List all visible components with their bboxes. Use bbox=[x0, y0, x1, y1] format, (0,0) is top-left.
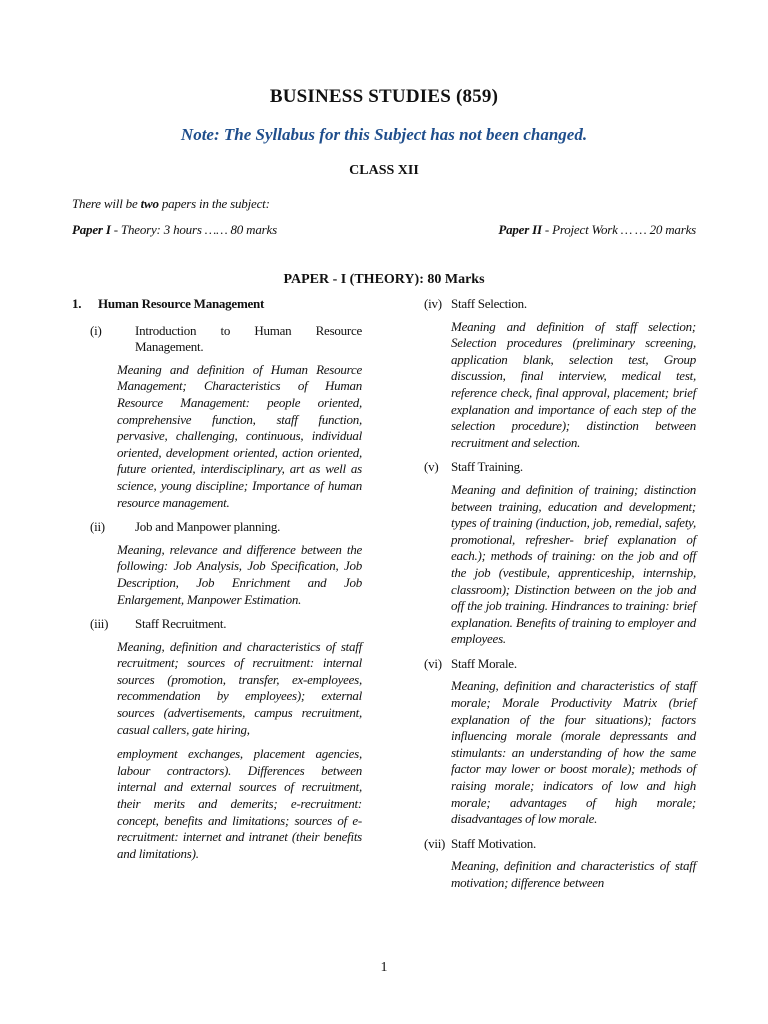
list-item bbox=[424, 459, 696, 476]
intro-bold: two bbox=[140, 196, 159, 211]
paper-two-label: Paper II bbox=[498, 222, 542, 237]
item-title: Staff Morale. bbox=[451, 655, 517, 671]
item-title: Staff Motivation. bbox=[451, 835, 537, 851]
list-item bbox=[424, 296, 696, 313]
page-number: 1 bbox=[380, 960, 388, 975]
item-title: Staff Recruitment. bbox=[135, 616, 227, 632]
item-description: Meaning, definition and characteristics of staff recruitment; sources of recruitment: internal sources (promotion, transfer, ex-employees, recommendation by employees); external sources (advertisements, campus recruitment, casual callers, gate hiring, bbox=[117, 638, 362, 737]
class-heading: CLASS XII bbox=[349, 163, 419, 178]
item-number: (vii) bbox=[424, 835, 446, 851]
document-title: BUSINESS STUDIES (859) bbox=[269, 86, 499, 107]
intro-prefix: There will be bbox=[72, 196, 141, 211]
item-description: Meaning, definition and characteristics of staff motivation; difference between bbox=[451, 858, 696, 890]
papers-intro bbox=[72, 196, 270, 212]
item-description-continued: employment exchanges, placement agencies, labour contractors). Differences between internal and external sources of recruitment, their merits and demerits; e-recruitment: concept, benefits and limitations; sources of e-recruitment: internet and intranet (their benefits and limitations). bbox=[117, 746, 362, 861]
section-number: 1. bbox=[72, 296, 82, 311]
item-title: Job and Manpower planning. bbox=[135, 519, 281, 535]
item-description: Meaning and definition of Human Resource Management; Characteristics of Human Resource Management: people oriented, comprehensive function, staff function, pervasive, challenging, continuous, individual oriented, development oriented, action oriented, future oriented, interdisciplinary, art as well as science, young discipline; Importance of human resource management. bbox=[117, 361, 362, 510]
item-number: (iii) bbox=[90, 616, 109, 632]
list-item bbox=[424, 836, 696, 853]
paper-two-line bbox=[498, 222, 696, 238]
item-description: Meaning, definition and characteristics of staff morale; Morale Productivity Matrix (brief explanation of the four situations); factors influencing morale (morale depressants and stimulants: an understanding of how the same factor may lower or boost morale); methods of raising morale; indicators of low and high morale; advantages of high morale; disadvantages of low morale. bbox=[451, 678, 696, 827]
paper-one-text: - Theory: 3 hours …… 80 marks bbox=[110, 222, 277, 237]
item-description: Meaning and definition of staff selection; Selection procedures (preliminary screening, application blank, selection test, Group discussion, final interview, medical test, reference check, final approval, placement; brief explanation and importance of each step of the selection procedure); distinction between recruitment and selection. bbox=[451, 318, 696, 450]
left-column bbox=[72, 296, 362, 870]
item-number: (iv) bbox=[424, 296, 442, 311]
list-item bbox=[72, 323, 362, 356]
item-title: Staff Selection. bbox=[451, 296, 527, 311]
item-title: Introduction to Human Resource Management. bbox=[135, 322, 362, 355]
paper-one-line bbox=[72, 222, 277, 238]
paper-heading: PAPER - I (THEORY): 80 Marks bbox=[283, 272, 485, 287]
paper-one-label: Paper I bbox=[72, 222, 111, 237]
list-item bbox=[72, 519, 362, 536]
intro-suffix: papers in the subject: bbox=[158, 196, 270, 211]
item-number: (i) bbox=[90, 322, 102, 338]
list-item bbox=[72, 616, 362, 633]
item-number: (v) bbox=[424, 459, 439, 475]
item-number: (ii) bbox=[90, 519, 105, 535]
right-column bbox=[424, 296, 696, 900]
item-description: Meaning and definition of training; distinction between training, education and development; types of training (induction, job, remedial, safety, promotional, refresher- brief explanation of each.); methods of training: on the job and off the job (vestibule, apprenticeship, internship, classroom); Distinction between on the job and off the job training. Hindrances to training: brief explanation. Benefits of training to employer and employees. bbox=[451, 481, 696, 647]
item-number: (vi) bbox=[424, 655, 442, 671]
paper-two-text: - Project Work … … 20 marks bbox=[541, 222, 696, 237]
list-item bbox=[424, 656, 696, 673]
item-title: Staff Training. bbox=[451, 459, 523, 475]
syllabus-note: Note: The Syllabus for this Subject has not been changed. bbox=[180, 125, 588, 144]
section-title: Human Resource Management bbox=[98, 296, 265, 311]
item-description: Meaning, relevance and difference between the following: Job Analysis, Job Specification, Job Description, Job Enrichment and Job Enlargement, Manpower Estimation. bbox=[117, 541, 362, 607]
section-heading bbox=[72, 296, 362, 313]
